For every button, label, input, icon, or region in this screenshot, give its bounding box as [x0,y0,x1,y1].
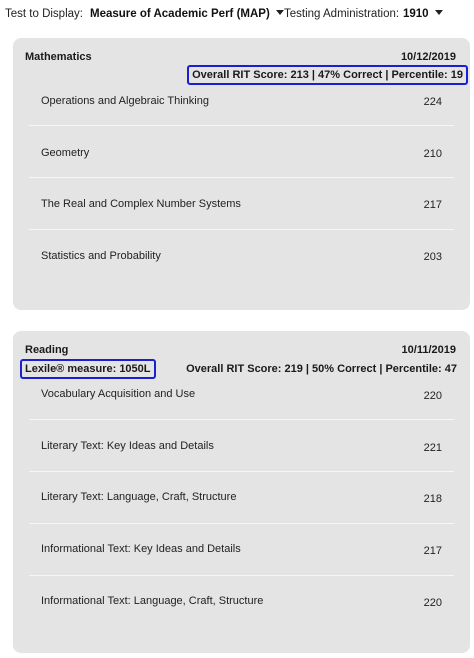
card-title: Mathematics [25,51,92,63]
strand-row [13,140,470,192]
strand-name: The Real and Complex Number Systems [41,198,241,210]
administration-select[interactable] [403,8,443,20]
test-select-value: Measure of Academic Perf (MAP) [90,8,270,20]
strand-name: Literary Text: Language, Craft, Structure [41,491,237,503]
strand-score: 217 [423,545,442,557]
strand-row [13,486,470,538]
strand-name: Geometry [41,147,90,159]
row-divider [29,419,454,420]
strand-score: 203 [423,251,442,263]
strand-name: Operations and Algebraic Thinking [41,95,209,107]
card-date: 10/12/2019 [400,51,456,63]
chevron-down-icon [435,10,443,15]
strand-name: Vocabulary Acquisition and Use [41,388,196,400]
chevron-down-icon [276,10,284,15]
strand-name: Informational Text: Language, Craft, Structure [41,595,264,607]
strand-row [13,191,470,243]
overall-score-summary: Overall RIT Score: 213 | 47% Correct | Percentile: 19 [187,65,468,85]
mathematics-card [13,38,470,310]
top-bar [0,0,474,30]
strand-name: Statistics and Probability [41,250,161,262]
row-divider [29,125,454,126]
row-divider [29,575,454,576]
administration-select-value: 1910 [403,8,429,20]
strand-score: 218 [423,493,442,505]
strand-score: 210 [423,148,442,160]
card-title: Reading [25,344,69,356]
strand-score: 220 [423,597,442,609]
strand-row [13,435,470,487]
strand-name: Literary Text: Key Ideas and Details [41,440,214,452]
row-divider [29,177,454,178]
overall-score-summary: Overall RIT Score: 219 | 50% Correct | Percentile: 47 [186,363,457,375]
row-divider [29,229,454,230]
lexile-measure: Lexile® measure: 1050L [20,359,156,379]
testing-administration-label: Testing Administration: [284,8,400,20]
strand-row [13,88,470,140]
strand-row [13,383,470,435]
strand-row [13,243,470,295]
strand-row [13,538,470,590]
test-to-display-label: Test to Display: [5,8,83,20]
row-divider [29,471,454,472]
strand-row [13,590,470,642]
card-date: 10/11/2019 [401,344,456,356]
strand-score: 224 [423,96,442,108]
test-select[interactable] [90,8,284,20]
reading-card [13,331,470,653]
strand-name: Informational Text: Key Ideas and Details [41,543,241,555]
strand-score: 221 [423,442,442,454]
strand-score: 217 [423,199,442,211]
strand-score: 220 [423,390,442,402]
row-divider [29,523,454,524]
